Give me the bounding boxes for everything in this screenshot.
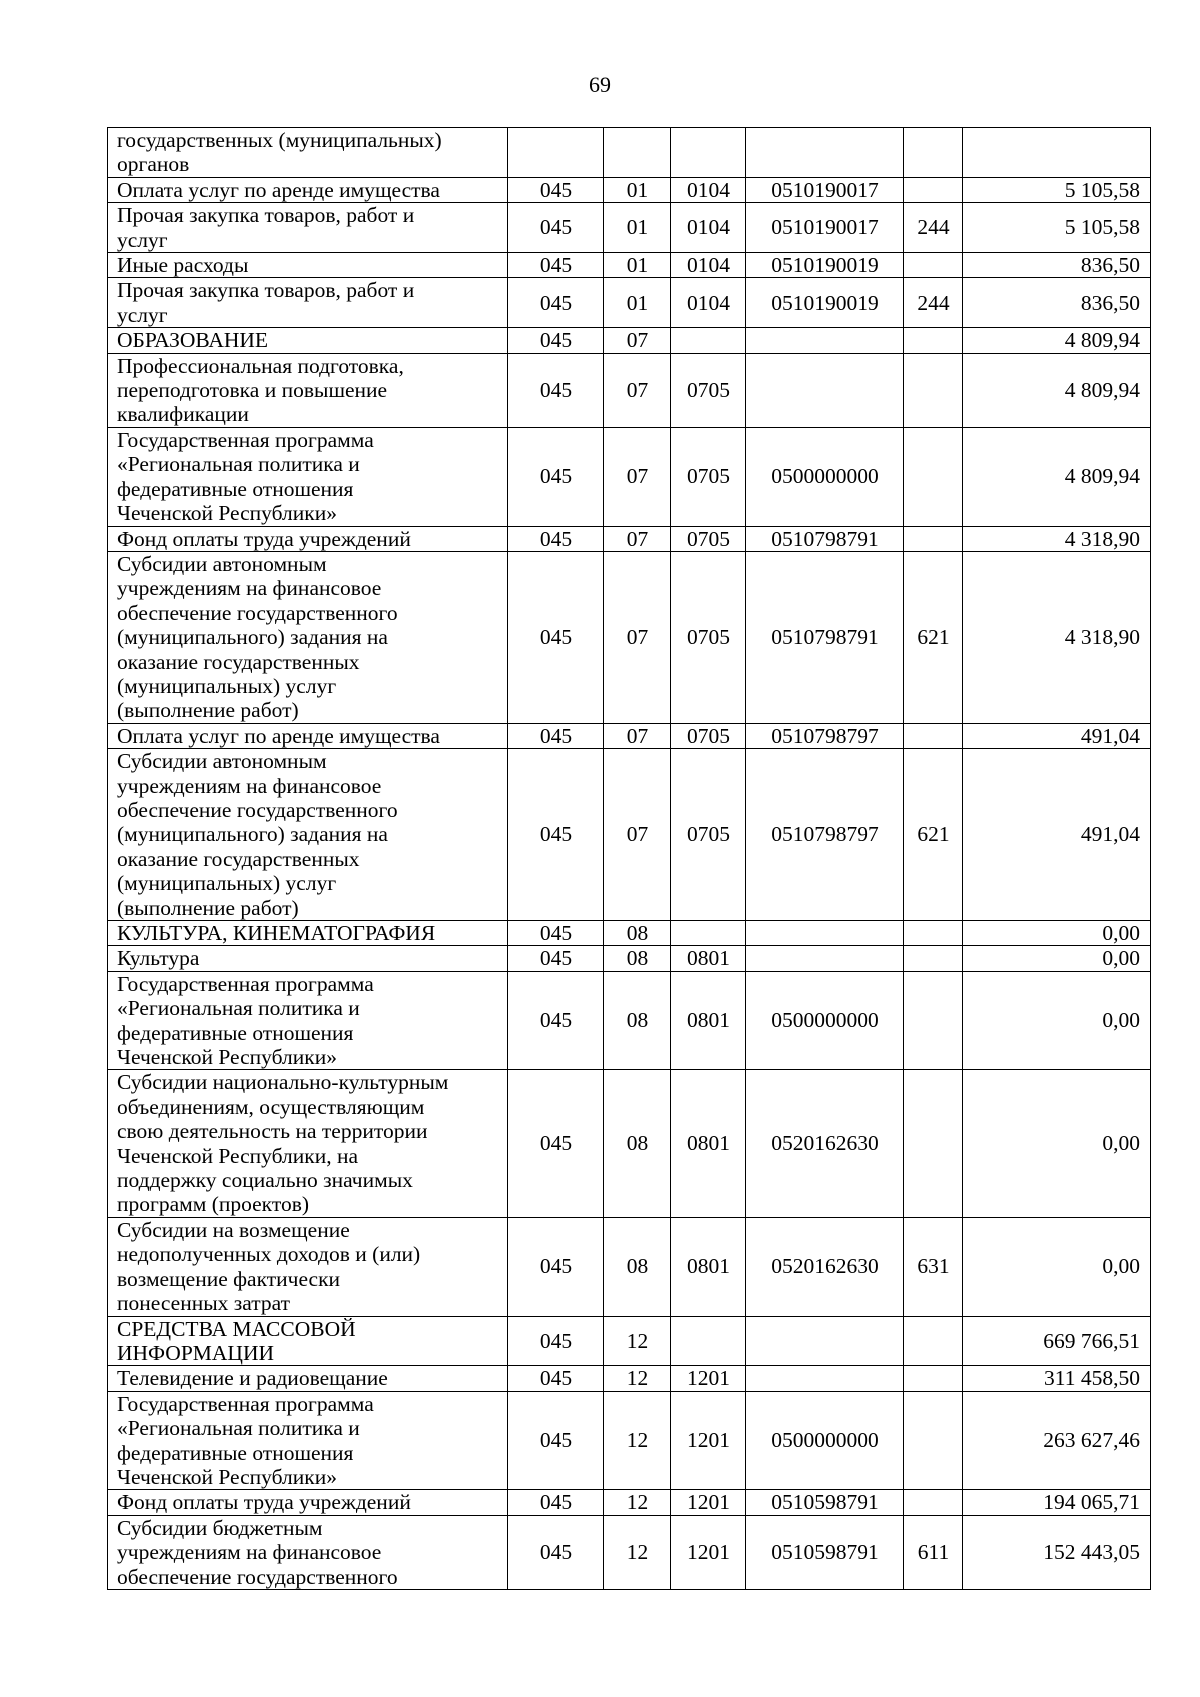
- cell-department-code: 045: [508, 203, 604, 253]
- cell-target-article-code: [746, 328, 904, 353]
- cell-target-article-code: 0500000000: [746, 971, 904, 1070]
- cell-section-code: 07: [604, 353, 671, 427]
- cell-department-code: 045: [508, 749, 604, 921]
- table-row: [108, 749, 1151, 921]
- cell-expense-type-code: [904, 253, 963, 278]
- cell-subsection-code: 1201: [671, 1515, 746, 1589]
- cell-expense-type-code: [904, 526, 963, 551]
- cell-section-code: 12: [604, 1515, 671, 1589]
- table-row: [108, 1217, 1151, 1316]
- cell-name: Субсидии на возмещение недополученных доходов и (или) возмещение фактически понесенных затрат: [108, 1217, 508, 1316]
- cell-name: Фонд оплаты труда учреждений: [108, 526, 508, 551]
- cell-target-article-code: 0500000000: [746, 1391, 904, 1490]
- cell-amount: 0,00: [963, 921, 1151, 946]
- cell-target-article-code: [746, 1366, 904, 1391]
- cell-expense-type-code: [904, 177, 963, 202]
- cell-department-code: 045: [508, 177, 604, 202]
- cell-subsection-code: 0801: [671, 971, 746, 1070]
- cell-target-article-code: [746, 921, 904, 946]
- table-row: [108, 1515, 1151, 1589]
- cell-section-code: 08: [604, 946, 671, 971]
- cell-subsection-code: 1201: [671, 1490, 746, 1515]
- cell-target-article-code: [746, 353, 904, 427]
- cell-name: Фонд оплаты труда учреждений: [108, 1490, 508, 1515]
- cell-section-code: 12: [604, 1316, 671, 1366]
- cell-target-article-code: 0510190019: [746, 278, 904, 328]
- cell-target-article-code: 0510190017: [746, 177, 904, 202]
- cell-department-code: 045: [508, 1515, 604, 1589]
- cell-subsection-code: 0705: [671, 723, 746, 748]
- cell-target-article-code: 0510798791: [746, 526, 904, 551]
- cell-department-code: 045: [508, 971, 604, 1070]
- cell-department-code: 045: [508, 526, 604, 551]
- table-row: [108, 427, 1151, 526]
- cell-name: Прочая закупка товаров, работ и услуг: [108, 203, 508, 253]
- cell-section-code: 01: [604, 253, 671, 278]
- cell-amount: [963, 128, 1151, 178]
- cell-section-code: 07: [604, 723, 671, 748]
- table-row: [108, 723, 1151, 748]
- cell-amount: 491,04: [963, 749, 1151, 921]
- table-row: [108, 1490, 1151, 1515]
- table-row: [108, 177, 1151, 202]
- cell-subsection-code: 0705: [671, 551, 746, 723]
- cell-name: Субсидии автономным учреждениям на финансовое обеспечение государственного (муниципального) задания на оказание государственных (муниципальных) услуг (выполнение работ): [108, 749, 508, 921]
- cell-section-code: [604, 128, 671, 178]
- table-row: [108, 278, 1151, 328]
- cell-amount: 4 809,94: [963, 427, 1151, 526]
- cell-name: Субсидии национально-культурным объединениям, осуществляющим свою деятельность на территории Чеченской Республики, на поддержку социально значимых программ (проектов): [108, 1070, 508, 1217]
- cell-department-code: 045: [508, 1316, 604, 1366]
- cell-target-article-code: 0510598791: [746, 1515, 904, 1589]
- cell-subsection-code: 0801: [671, 946, 746, 971]
- cell-expense-type-code: 631: [904, 1217, 963, 1316]
- table-row: [108, 1366, 1151, 1391]
- cell-expense-type-code: [904, 1391, 963, 1490]
- cell-amount: 0,00: [963, 1217, 1151, 1316]
- cell-expense-type-code: [904, 1366, 963, 1391]
- cell-target-article-code: 0500000000: [746, 427, 904, 526]
- table-row: [108, 353, 1151, 427]
- cell-subsection-code: 0104: [671, 278, 746, 328]
- cell-name: Телевидение и радиовещание: [108, 1366, 508, 1391]
- cell-subsection-code: 0705: [671, 526, 746, 551]
- table-row: [108, 253, 1151, 278]
- table-row: [108, 946, 1151, 971]
- cell-amount: 836,50: [963, 278, 1151, 328]
- cell-name: Иные расходы: [108, 253, 508, 278]
- cell-name: Профессиональная подготовка, переподготовка и повышение квалификации: [108, 353, 508, 427]
- cell-name: СРЕДСТВА МАССОВОЙ ИНФОРМАЦИИ: [108, 1316, 508, 1366]
- cell-section-code: 08: [604, 921, 671, 946]
- cell-subsection-code: [671, 1316, 746, 1366]
- cell-section-code: 08: [604, 1070, 671, 1217]
- cell-expense-type-code: [904, 353, 963, 427]
- cell-department-code: 045: [508, 328, 604, 353]
- cell-subsection-code: [671, 328, 746, 353]
- table-row: [108, 921, 1151, 946]
- table-row: [108, 551, 1151, 723]
- cell-subsection-code: 0104: [671, 177, 746, 202]
- cell-amount: 311 458,50: [963, 1366, 1151, 1391]
- cell-section-code: 12: [604, 1391, 671, 1490]
- table-row: [108, 328, 1151, 353]
- cell-section-code: 07: [604, 427, 671, 526]
- cell-target-article-code: 0510798797: [746, 749, 904, 921]
- cell-department-code: 045: [508, 1366, 604, 1391]
- cell-expense-type-code: 611: [904, 1515, 963, 1589]
- cell-subsection-code: [671, 921, 746, 946]
- cell-amount: 836,50: [963, 253, 1151, 278]
- cell-section-code: 12: [604, 1490, 671, 1515]
- cell-amount: 0,00: [963, 971, 1151, 1070]
- cell-amount: 5 105,58: [963, 177, 1151, 202]
- cell-target-article-code: 0520162630: [746, 1217, 904, 1316]
- cell-name: Оплата услуг по аренде имущества: [108, 177, 508, 202]
- cell-target-article-code: [746, 128, 904, 178]
- table-row: [108, 971, 1151, 1070]
- cell-section-code: 07: [604, 749, 671, 921]
- cell-name: Государственная программа «Региональная политика и федеративные отношения Чеченской Республики»: [108, 1391, 508, 1490]
- cell-expense-type-code: [904, 128, 963, 178]
- cell-target-article-code: 0520162630: [746, 1070, 904, 1217]
- cell-amount: 152 443,05: [963, 1515, 1151, 1589]
- cell-target-article-code: 0510190017: [746, 203, 904, 253]
- cell-amount: 4 318,90: [963, 526, 1151, 551]
- cell-name: Государственная программа «Региональная политика и федеративные отношения Чеченской Республики»: [108, 971, 508, 1070]
- cell-department-code: 045: [508, 278, 604, 328]
- cell-department-code: 045: [508, 1217, 604, 1316]
- cell-name: Государственная программа «Региональная политика и федеративные отношения Чеченской Республики»: [108, 427, 508, 526]
- cell-target-article-code: 0510598791: [746, 1490, 904, 1515]
- table-row: [108, 1391, 1151, 1490]
- cell-name: Субсидии бюджетным учреждениям на финансовое обеспечение государственного: [108, 1515, 508, 1589]
- cell-section-code: 08: [604, 1217, 671, 1316]
- cell-expense-type-code: [904, 921, 963, 946]
- cell-amount: 194 065,71: [963, 1490, 1151, 1515]
- cell-amount: 263 627,46: [963, 1391, 1151, 1490]
- cell-target-article-code: [746, 946, 904, 971]
- table-row: [108, 128, 1151, 178]
- cell-name: Субсидии автономным учреждениям на финансовое обеспечение государственного (муниципального) задания на оказание государственных (муниципальных) услуг (выполнение работ): [108, 551, 508, 723]
- cell-department-code: 045: [508, 1070, 604, 1217]
- cell-department-code: 045: [508, 551, 604, 723]
- table-row: [108, 1070, 1151, 1217]
- cell-section-code: 07: [604, 526, 671, 551]
- cell-expense-type-code: [904, 1070, 963, 1217]
- cell-section-code: 08: [604, 971, 671, 1070]
- table-row: [108, 203, 1151, 253]
- cell-amount: 4 318,90: [963, 551, 1151, 723]
- table-row: [108, 1316, 1151, 1366]
- cell-department-code: 045: [508, 427, 604, 526]
- cell-name: Культура: [108, 946, 508, 971]
- cell-subsection-code: 0104: [671, 253, 746, 278]
- cell-expense-type-code: [904, 328, 963, 353]
- cell-department-code: [508, 128, 604, 178]
- cell-subsection-code: 1201: [671, 1366, 746, 1391]
- cell-subsection-code: 0801: [671, 1217, 746, 1316]
- cell-amount: 0,00: [963, 946, 1151, 971]
- cell-amount: 4 809,94: [963, 328, 1151, 353]
- cell-subsection-code: 0705: [671, 427, 746, 526]
- cell-section-code: 07: [604, 551, 671, 723]
- budget-table-body: [108, 128, 1151, 1590]
- cell-expense-type-code: 244: [904, 203, 963, 253]
- cell-amount: 4 809,94: [963, 353, 1151, 427]
- cell-target-article-code: [746, 1316, 904, 1366]
- cell-department-code: 045: [508, 946, 604, 971]
- cell-subsection-code: 0705: [671, 353, 746, 427]
- cell-expense-type-code: [904, 1316, 963, 1366]
- cell-name: Прочая закупка товаров, работ и услуг: [108, 278, 508, 328]
- cell-expense-type-code: 244: [904, 278, 963, 328]
- cell-subsection-code: [671, 128, 746, 178]
- cell-target-article-code: 0510190019: [746, 253, 904, 278]
- cell-section-code: 01: [604, 278, 671, 328]
- cell-expense-type-code: 621: [904, 749, 963, 921]
- cell-section-code: 01: [604, 177, 671, 202]
- cell-department-code: 045: [508, 353, 604, 427]
- cell-subsection-code: 1201: [671, 1391, 746, 1490]
- cell-expense-type-code: [904, 1490, 963, 1515]
- cell-section-code: 12: [604, 1366, 671, 1391]
- page-number: 69: [589, 72, 611, 97]
- cell-expense-type-code: [904, 946, 963, 971]
- cell-target-article-code: 0510798797: [746, 723, 904, 748]
- cell-section-code: 07: [604, 328, 671, 353]
- cell-expense-type-code: [904, 723, 963, 748]
- cell-expense-type-code: [904, 427, 963, 526]
- cell-section-code: 01: [604, 203, 671, 253]
- cell-name: ОБРАЗОВАНИЕ: [108, 328, 508, 353]
- cell-department-code: 045: [508, 723, 604, 748]
- cell-name: КУЛЬТУРА, КИНЕМАТОГРАФИЯ: [108, 921, 508, 946]
- cell-amount: 5 105,58: [963, 203, 1151, 253]
- cell-department-code: 045: [508, 253, 604, 278]
- budget-table: [107, 127, 1151, 1590]
- cell-subsection-code: 0801: [671, 1070, 746, 1217]
- cell-name: государственных (муниципальных) органов: [108, 128, 508, 178]
- cell-department-code: 045: [508, 1490, 604, 1515]
- cell-expense-type-code: [904, 971, 963, 1070]
- cell-expense-type-code: 621: [904, 551, 963, 723]
- cell-department-code: 045: [508, 1391, 604, 1490]
- cell-amount: 491,04: [963, 723, 1151, 748]
- cell-target-article-code: 0510798791: [746, 551, 904, 723]
- cell-department-code: 045: [508, 921, 604, 946]
- cell-subsection-code: 0705: [671, 749, 746, 921]
- cell-amount: 669 766,51: [963, 1316, 1151, 1366]
- cell-amount: 0,00: [963, 1070, 1151, 1217]
- cell-name: Оплата услуг по аренде имущества: [108, 723, 508, 748]
- table-row: [108, 526, 1151, 551]
- cell-subsection-code: 0104: [671, 203, 746, 253]
